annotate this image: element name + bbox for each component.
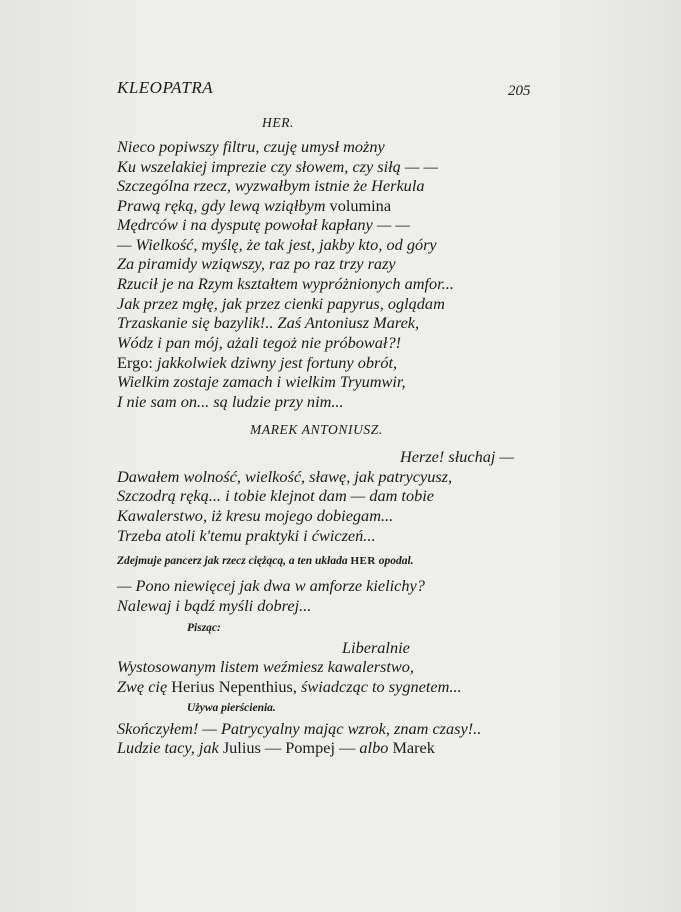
verse-line <box>117 719 481 739</box>
verse-line <box>117 467 452 487</box>
verse-line <box>117 176 425 196</box>
verse-line <box>117 738 435 758</box>
text-segment: Wystosowanym listem weźmiesz kawalerstwo, <box>117 657 414 676</box>
verse-line <box>117 677 462 697</box>
text-segment: Jak przez mgłę, jak przez cienki papyrus, oglądam <box>117 294 445 313</box>
text-segment: Pisząc: <box>187 622 221 634</box>
text-segment: Liberalnie <box>342 638 410 657</box>
verse-line <box>117 392 344 412</box>
text-segment: Zdejmuje pancerz jak rzecz ciężącą, a ten układa <box>117 555 351 567</box>
text-segment: Mędrców i na dysputę powołał kapłany — — <box>117 215 410 234</box>
verse-line <box>117 254 396 274</box>
verse-line <box>117 274 454 294</box>
verse-line <box>117 333 401 353</box>
verse-line <box>117 235 437 255</box>
verse-line <box>117 596 311 616</box>
text-segment: Skończyłem! — Patrycyalny mając wzrok, znam czasy!.. <box>117 719 482 738</box>
text-segment: MAREK ANTONIUSZ. <box>250 422 383 437</box>
text-segment: Zwę cię <box>117 677 172 696</box>
text-segment: Rzucił je na Rzym kształtem wypróżnionych amfor... <box>117 274 454 293</box>
verse-line <box>117 526 376 546</box>
text-segment: Szczodrą ręką... i tobie klejnot dam — dam tobie <box>117 486 434 505</box>
text-segment: — Pono niewięcej jak dwa w amforze kielichy? <box>117 576 425 595</box>
text-segment: opodal. <box>375 555 414 567</box>
text-segment: Prawą ręką, gdy lewą wziąłbym <box>117 196 330 215</box>
verse-line <box>117 353 397 373</box>
text-segment: jakkolwiek dziwny jest fortuny obrót, <box>156 353 398 372</box>
verse-line <box>117 215 410 235</box>
verse-line <box>400 447 514 467</box>
page-number: 205 <box>508 83 531 99</box>
text-segment: Kawalerstwo, iż kresu mojego dobiegam... <box>117 506 394 525</box>
verse-line <box>117 486 434 506</box>
verse-line <box>117 506 393 526</box>
speaker-name <box>250 420 383 440</box>
verse-line <box>117 196 391 216</box>
speaker-name <box>262 113 294 133</box>
verse-line <box>117 157 438 177</box>
stage-direction <box>187 618 221 638</box>
text-segment: Za piramidy wziąwszy, raz po raz trzy razy <box>117 254 396 273</box>
text-segment: Herius Nepenthius, <box>171 677 297 696</box>
stage-direction <box>117 551 414 571</box>
text-segment: Ku wszelakiej imprezie czy słowem, czy siłą — — <box>117 157 438 176</box>
text-segment: Trzeba atoli k'temu praktyki i ćwiczeń... <box>117 526 376 545</box>
text-segment: Ludzie tacy, jak <box>117 738 223 757</box>
text-segment: volumina <box>329 196 392 215</box>
verse-line <box>117 294 445 314</box>
stage-direction <box>187 698 276 718</box>
text-segment: I nie sam on... są ludzie przy nim... <box>117 392 344 411</box>
verse-line <box>117 576 425 596</box>
verse-line <box>342 638 410 658</box>
text-segment: Herze! słuchaj — <box>400 447 514 466</box>
text-segment: Dawałem wolność, wielkość, sławę, jak patrycyusz, <box>117 467 453 486</box>
text-segment: Szczególna rzecz, wyzwałbym istnie że Herkula <box>117 176 425 195</box>
text-segment: Wódz i pan mój, ażali tegoż nie próbował?! <box>117 333 402 352</box>
running-head-title: KLEOPATRA <box>117 78 214 97</box>
text-segment: Nalewaj i bądź myśli dobrej... <box>117 596 312 615</box>
text-segment: HER <box>350 555 376 567</box>
verse-line <box>117 657 414 677</box>
text-segment: Julius — Pompej — <box>222 738 356 757</box>
text-segment: — Wielkość, myślę, że tak jest, jakby kto, od góry <box>117 235 437 254</box>
text-segment: Nieco popiwszy filtru, czuję umysł możny <box>117 137 385 156</box>
text-segment: świadcząc to sygnetem... <box>296 677 462 696</box>
text-segment: HER. <box>262 115 295 130</box>
text-segment: Używa pierścienia. <box>187 702 276 714</box>
text-segment: Marek <box>392 738 435 757</box>
text-segment: Ergo: <box>117 353 157 372</box>
verse-line <box>117 313 419 333</box>
verse-line <box>117 137 385 157</box>
verse-line <box>117 372 406 392</box>
text-segment: albo <box>355 738 393 757</box>
text-segment: Wielkim zostaje zamach i wielkim Tryumwir, <box>117 372 406 391</box>
text-segment: Trzaskanie się bazylik!.. Zaś Antoniusz Marek, <box>117 313 420 332</box>
